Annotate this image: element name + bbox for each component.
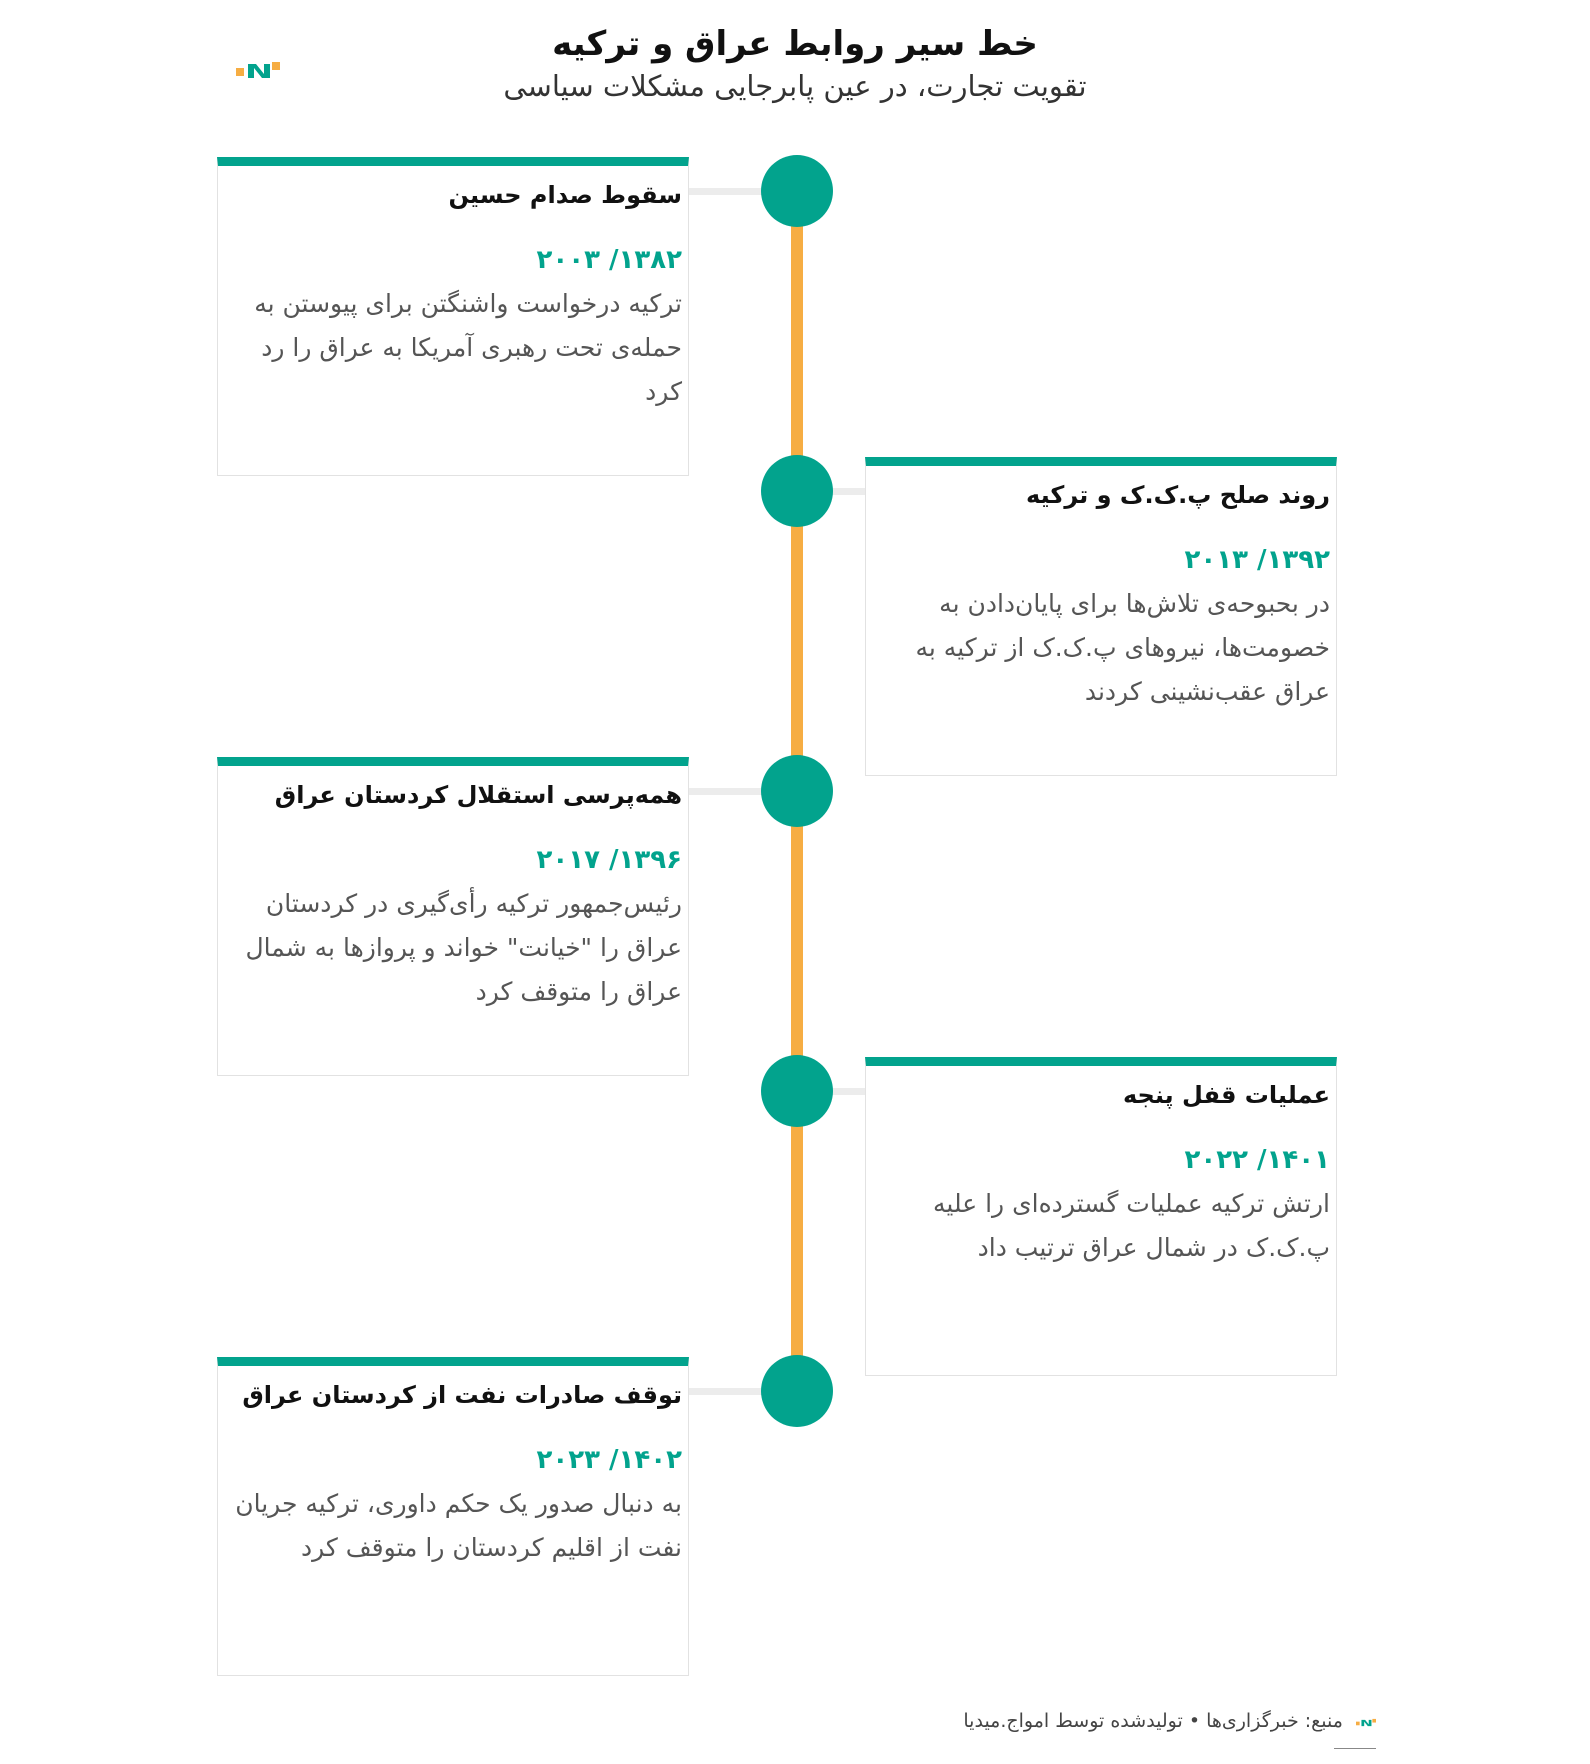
event-card: [217, 1357, 689, 1676]
source-footer: [900, 1706, 1376, 1746]
amwaj-logo-icon: [236, 60, 280, 82]
event-title: روند صلح پ.ک.ک و ترکیه: [1026, 481, 1330, 509]
page-subtitle: تقویت تجارت، در عین پابرجایی مشکلات سیاسی: [503, 69, 1087, 103]
event-date: ۱۳۹۲/ ۲۰۱۳: [1184, 545, 1330, 575]
event-description: در بحبوحه‌ی تلاش‌ها برای پایان‌دادن به خصومت‌ها، نیروهای پ.ک.ک از ترکیه به عراق عقب‌نشینی کردند: [915, 589, 1330, 706]
event-connector: [689, 188, 769, 195]
footer-rule: [1334, 1748, 1376, 1749]
event-description: ارتش ترکیه عملیات گسترده‌ای را علیه پ.ک.ک در شمال عراق ترتیب داد: [933, 1189, 1330, 1262]
event-card: [865, 1057, 1337, 1376]
event-description: ترکیه درخواست واشنگتن برای پیوستن به حمله‌ی تحت رهبری آمریکا به عراق را رد کرد: [254, 289, 682, 406]
timeline-node: [761, 155, 833, 227]
event-title: سقوط صدام حسین: [448, 181, 682, 209]
timeline-node: [761, 455, 833, 527]
event-card: [865, 457, 1337, 776]
event-date: ۱۴۰۱/ ۲۰۲۲: [1184, 1145, 1330, 1175]
timeline-node: [761, 755, 833, 827]
source-text: منبع: خبرگزاری‌ها • تولیدشده توسط امواج.میدیا: [963, 1710, 1343, 1732]
amwaj-logo-icon: [1356, 1717, 1376, 1729]
timeline-node: [761, 1355, 833, 1427]
event-title: توقف صادرات نفت از کردستان عراق: [242, 1381, 682, 1409]
event-date: ۱۴۰۲/ ۲۰۲۳: [536, 1445, 682, 1475]
event-connector: [689, 1388, 769, 1395]
event-date: ۱۳۸۲/ ۲۰۰۳: [536, 245, 682, 275]
page-title: خط سیر روابط عراق و ترکیه: [552, 24, 1038, 64]
event-description: رئیس‌جمهور ترکیه رأی‌گیری در کردستان عراق را "خیانت" خواند و پروازها به شمال عراق را متوقف کرد: [245, 889, 682, 1006]
event-title: همه‌پرسی استقلال کردستان عراق: [274, 781, 682, 809]
event-card: [217, 157, 689, 476]
event-connector: [689, 788, 769, 795]
timeline-node: [761, 1055, 833, 1127]
event-card: [217, 757, 689, 1076]
event-date: ۱۳۹۶/ ۲۰۱۷: [536, 845, 682, 875]
event-title: عملیات قفل پنجه: [1123, 1081, 1330, 1109]
event-description: به دنبال صدور یک حکم داوری، ترکیه جریان نفت از اقلیم کردستان را متوقف کرد: [235, 1489, 682, 1562]
